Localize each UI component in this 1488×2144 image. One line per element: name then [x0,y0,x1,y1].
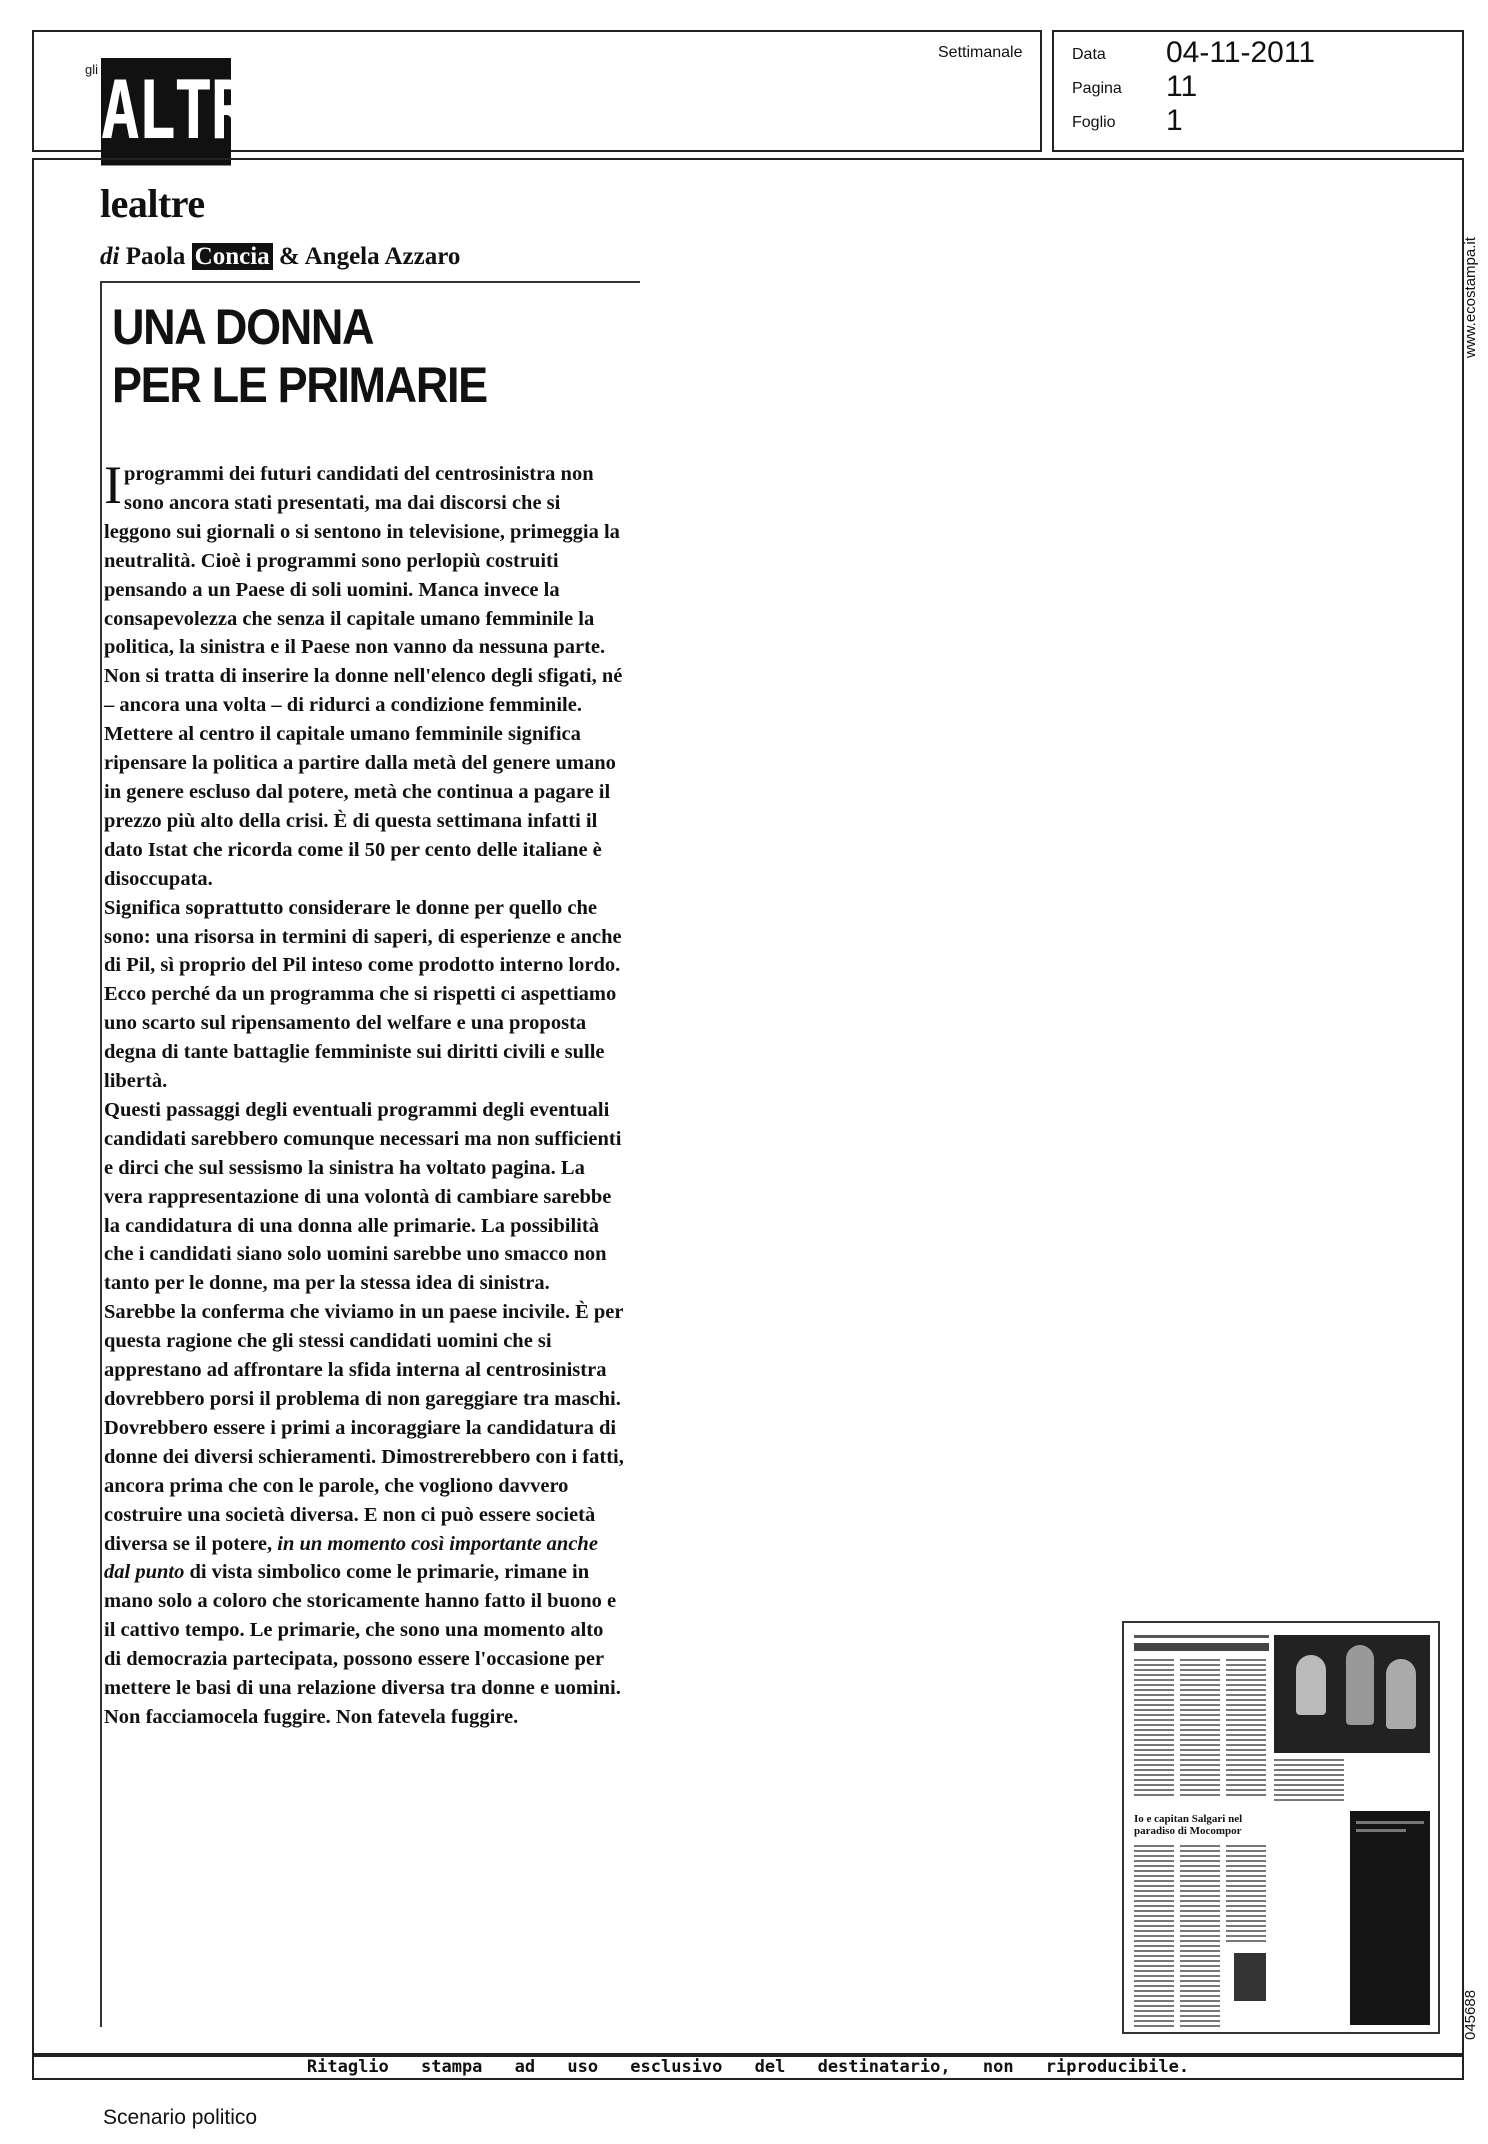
paragraph-4 [104,1096,624,1732]
thumb-column-7 [1226,1845,1266,1945]
thumb-title-bar [1134,1643,1269,1651]
category-label: Scenario politico [103,2106,258,2129]
thumb-small-image [1234,1953,1266,2001]
thumb-dark-panel [1350,1811,1430,2025]
page-thumbnail [1122,1621,1440,2034]
thumb-photo-figure-1 [1296,1655,1326,1715]
thumb-dark-panel-line [1356,1829,1406,1832]
logo-word: ALTRI [101,58,231,166]
thumb-column-2 [1180,1659,1220,1799]
side-url [1462,178,1486,358]
headline-line-1: UNA DONNA [112,299,374,355]
thumb-column-1 [1134,1659,1174,1799]
paragraph-4c: di vista simbolico come le primarie, rimane in mano solo a coloro che storicamente hanno fatto il buono e il cattivo tempo. Le primarie, che sono una momento alto di democrazia partecipata, possono essere l'occasione per mettere le basi di una relazione diversa tra donne e uomini. Non facciamocela fuggire. Non fatevela fuggire. [104,1561,621,1728]
thumb-column-6 [1180,1845,1220,2027]
byline-amp: & [278,243,300,270]
side-code [1462,1950,1486,2050]
thumb-photo [1274,1635,1430,1753]
thumb-column-5 [1134,1845,1174,2027]
author2: Angela Azzaro [304,243,461,270]
paragraph-3: Significa soprattutto considerare le donne per quello che sono: una risorsa in termini di saperi, di esperienze e anche di Pil, sì proprio del Pil inteso come prodotto interno lordo. Ecco perché da un programma che si rispetti ci aspettiamo uno scarto sul ripensamento del welfare e una proposta degna di tante battaglie femministe sui diritti civili e sulle libertà. [104,896,622,1093]
column-rubric: lealtre [100,181,205,226]
logo-prefix: gli [85,62,99,77]
drop-cap: I [104,455,122,515]
side-url-text: www.ecostampa.it [1462,237,1479,358]
paragraph-2: Non si tratta di inserire la donne nell'elenco degli sfigati, né – ancora una volta – di ridurci a condizione femminile. Mettere al centro il capitale umano femminile significa ripensare la politica a partire dalla metà del genere umano in genere escluso dal potere, metà che continua a pagare il prezzo più alto della crisi. È di questa settimana infatti il dato Istat che ricorda come il 50 per cento delle italiane è disoccupata. [104,665,623,890]
thumb-column-3 [1226,1659,1266,1799]
meta-label-page: Pagina [1072,80,1122,97]
paragraph-4-italic: in un momento così importante anche dal punto [104,1532,598,1584]
meta-label-date: Data [1072,46,1106,63]
thumb-photo-figure-2 [1346,1645,1374,1725]
thumb-column-4 [1274,1759,1344,1803]
publication-frequency: Settimanale [938,44,1023,61]
paragraph-1 [104,455,624,662]
thumb-dark-panel-line [1356,1821,1424,1824]
thumb-photo-figure-3 [1386,1659,1416,1729]
column-rule-top [100,281,640,283]
paragraph-4a: Questi passaggi degli eventuali programmi degli eventuali candidati sarebbero comunque necessari ma non sufficienti e dirci che sul sessismo la sinistra ha voltato pagina. La vera rappresentazione di una volontà di cambiare sarebbe la candidatura di una donna alle primarie. La possibilità che i candidati siano solo uomini sarebbe uno smacco non tanto per le donne, ma per la stessa idea di sinistra. Sarebbe la conferma che viviamo in un paese incivile. È per questa ragione che gli stessi candidati uomini che si apprestano ad affrontare la sfida interna al centrosinistra dovrebbero porsi il problema di non gareggiare tra maschi. Dovrebbero essere i primi a incoraggiare la candidatura di donne dei diversi schieramenti. Dimostrerebbero con i fatti, ancora prima che con le parole, che vogliono davvero costruire una società diversa. E non ci può essere società diversa se il potere, [104,1098,624,1555]
thumb-rule [1134,1635,1269,1638]
meta-value-page: 11 [1166,70,1198,103]
footer-notice: Ritaglio stampa ad uso esclusivo del destinatario, non riproducibile. [306,2057,1190,2077]
meta-label-sheet: Foglio [1072,114,1116,131]
meta-value-sheet: 1 [1166,104,1183,137]
article-headline [112,298,598,414]
paragraph-1-text: programmi dei futuri candidati del centrosinistra non sono ancora stati presentati, ma dai discorsi che si leggono sui giornali o si sentono in televisione, primeggia la neutralità. Cioè i programmi sono perlopiù costruiti pensando a un Paese di soli uomini. Manca invece la consapevolezza che senza il capitale umano femminile la politica, la sinistra e il Paese non vanno da nessuna parte. [104,463,620,659]
publication-logo [85,58,284,158]
column-rule-left [100,281,102,2027]
article-body [104,455,624,1732]
meta-value-date: 04-11-2011 [1166,36,1316,69]
thumb-headline: Io e capitan Salgari nel paradiso di Mocompor [1134,1813,1243,1837]
byline [100,243,460,271]
author1-first: Paola [125,243,186,270]
author1-last-highlight: Concia [192,243,273,270]
side-code-text: 045688 [1462,1989,1479,2040]
byline-di: di [100,243,120,270]
headline-line-2: PER LE PRIMARIE [112,357,487,413]
